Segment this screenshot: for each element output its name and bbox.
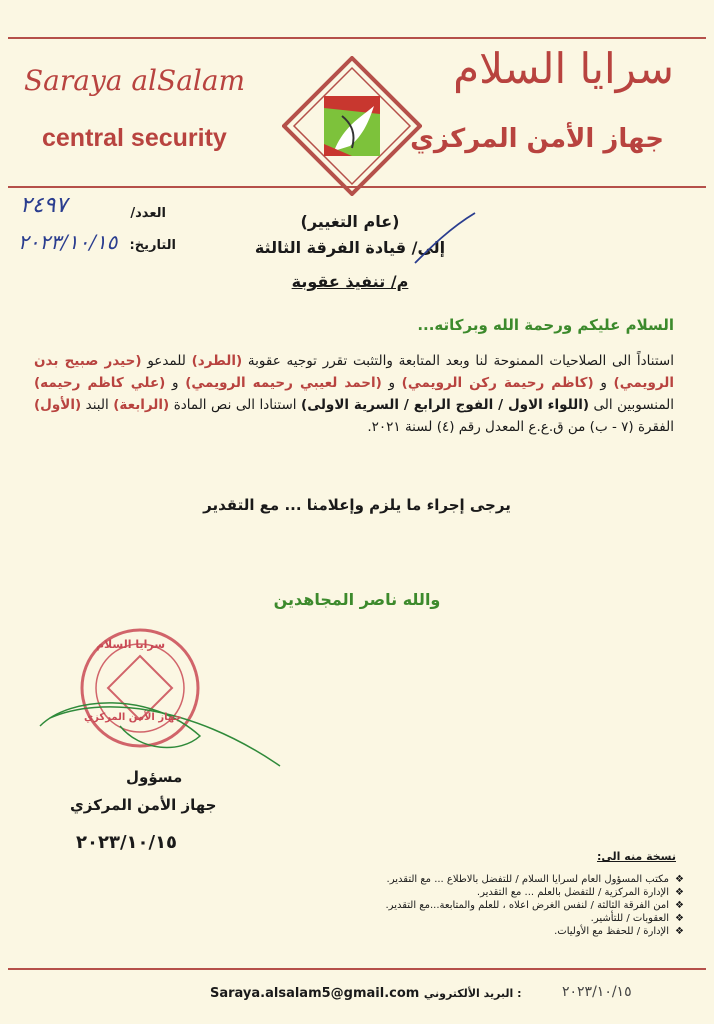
copy-recipient (386, 900, 685, 911)
body-affiliated: المنسوبين الى (593, 397, 675, 413)
conjunction: و (600, 375, 607, 391)
logo-arabic-line2: جهاز الأمن المركزي (410, 124, 664, 154)
pen-stroke-icon (410, 208, 480, 268)
footer-email-line (210, 986, 522, 1001)
diamond-bullet-icon: ❖ (675, 887, 684, 898)
person-name-2: (كاظم رحيمة ركن الرويمي) (401, 375, 594, 391)
copy-text: الإدارة المركزية / للتفضل بالعلم ... مع التقدير. (476, 887, 670, 898)
signature-date: ٢٠٢٣/١٠/١٥ (76, 832, 178, 853)
copy-recipient (386, 887, 685, 898)
paragraph-ref: الفقرة (٧ - ب) من ق.ع.ع المعدل رقم (٤) لسنة ٢٠٢١. (367, 419, 674, 435)
date-label: التاريخ: (129, 238, 176, 253)
penalty: (الطرد) (191, 353, 243, 369)
recipient: إلى/ قيادة الفرقة الثالثة (254, 238, 446, 257)
footer-rule (8, 968, 706, 970)
copy-text: امن الفرقة الثالثة / لنفس الغرض اعلاه ، للعلم والمتابعة...مع التقدير. (385, 900, 670, 911)
copy-recipient (386, 913, 685, 924)
person-name-3: (احمد لعيبي رحيمه الرويمي) (185, 375, 382, 391)
stamp-bottom-text: جهاز الأمن المركزي (84, 712, 182, 723)
body-for: للمدعو (147, 353, 186, 369)
copy-text: الإدارة / للحفظ مع الأوليات. (554, 926, 670, 937)
signatory-org: جهاز الأمن المركزي (70, 796, 217, 814)
copies-list (386, 872, 685, 939)
footer-date: ٢٠٢٣/١٠/١٥ (562, 984, 632, 1000)
copy-text: العقوبات / للتأشير. (590, 913, 670, 924)
logo-english-line2: central security (42, 124, 227, 152)
article: (الرابعة) (113, 397, 170, 413)
date-value: ٢٠٢٣/١٠/١٥ (18, 230, 118, 254)
body-based: استنادا الى نص المادة (173, 397, 297, 413)
subject: م/ تنفيذ عقوبة (291, 272, 409, 291)
closing-line: والله ناصر المجاهدين (273, 590, 441, 609)
diamond-bullet-icon: ❖ (675, 926, 684, 937)
person-name-4: (علي كاظم رحيمه) (34, 375, 166, 391)
body-paragraph (34, 350, 674, 438)
conjunction: و (388, 375, 395, 391)
clause-label: البند (85, 397, 109, 413)
conjunction: و (172, 375, 179, 391)
email-address[interactable]: Saraya.alsalam5@gmail.com (210, 986, 420, 1001)
clause: (الأول) (34, 397, 82, 413)
general-note: (عام التغيير) (300, 212, 400, 231)
copy-recipient (386, 874, 685, 885)
stamp-top-text: سرايا السلام (96, 638, 166, 651)
copy-text: مكتب المسؤول العام لسرايا السلام / للتفضل بالاطلاع ... مع التقدير. (386, 874, 670, 885)
unit: (اللواء الاول / الفوج الرابع / السرية الاولى) (301, 397, 590, 413)
diamond-bullet-icon: ❖ (675, 900, 684, 911)
header-top-rule (8, 37, 706, 39)
person-name-1: (حيدر صبيح بدن الرويمي) (34, 353, 674, 391)
number-label: العدد/ (130, 206, 166, 221)
copies-heading: نسخة منه الى: (597, 850, 676, 863)
request-line: يرجى إجراء ما يلزم وإعلامنا ... مع التقدير (203, 496, 511, 514)
diamond-bullet-icon: ❖ (675, 913, 684, 924)
greeting: السلام عليكم ورحمة الله وبركاته... (417, 316, 674, 334)
email-label: البريد الألكتروني : (423, 987, 522, 1000)
logo-english-line1: Saraya alSalam (24, 64, 246, 97)
body-intro: استناداً الى الصلاحيات الممنوحة لنا وبعد المتابعة والتثبت تقرر توجيه عقوبة (247, 353, 674, 369)
copy-recipient (386, 926, 685, 937)
signatory-title: مسؤول (126, 768, 183, 786)
dove-emblem-icon (282, 56, 422, 196)
number-value: ٢٤٩٧ (20, 193, 68, 218)
logo-arabic-line1: سرايا السلام (453, 44, 674, 93)
diamond-bullet-icon: ❖ (675, 874, 684, 885)
official-stamp-icon (30, 626, 330, 786)
